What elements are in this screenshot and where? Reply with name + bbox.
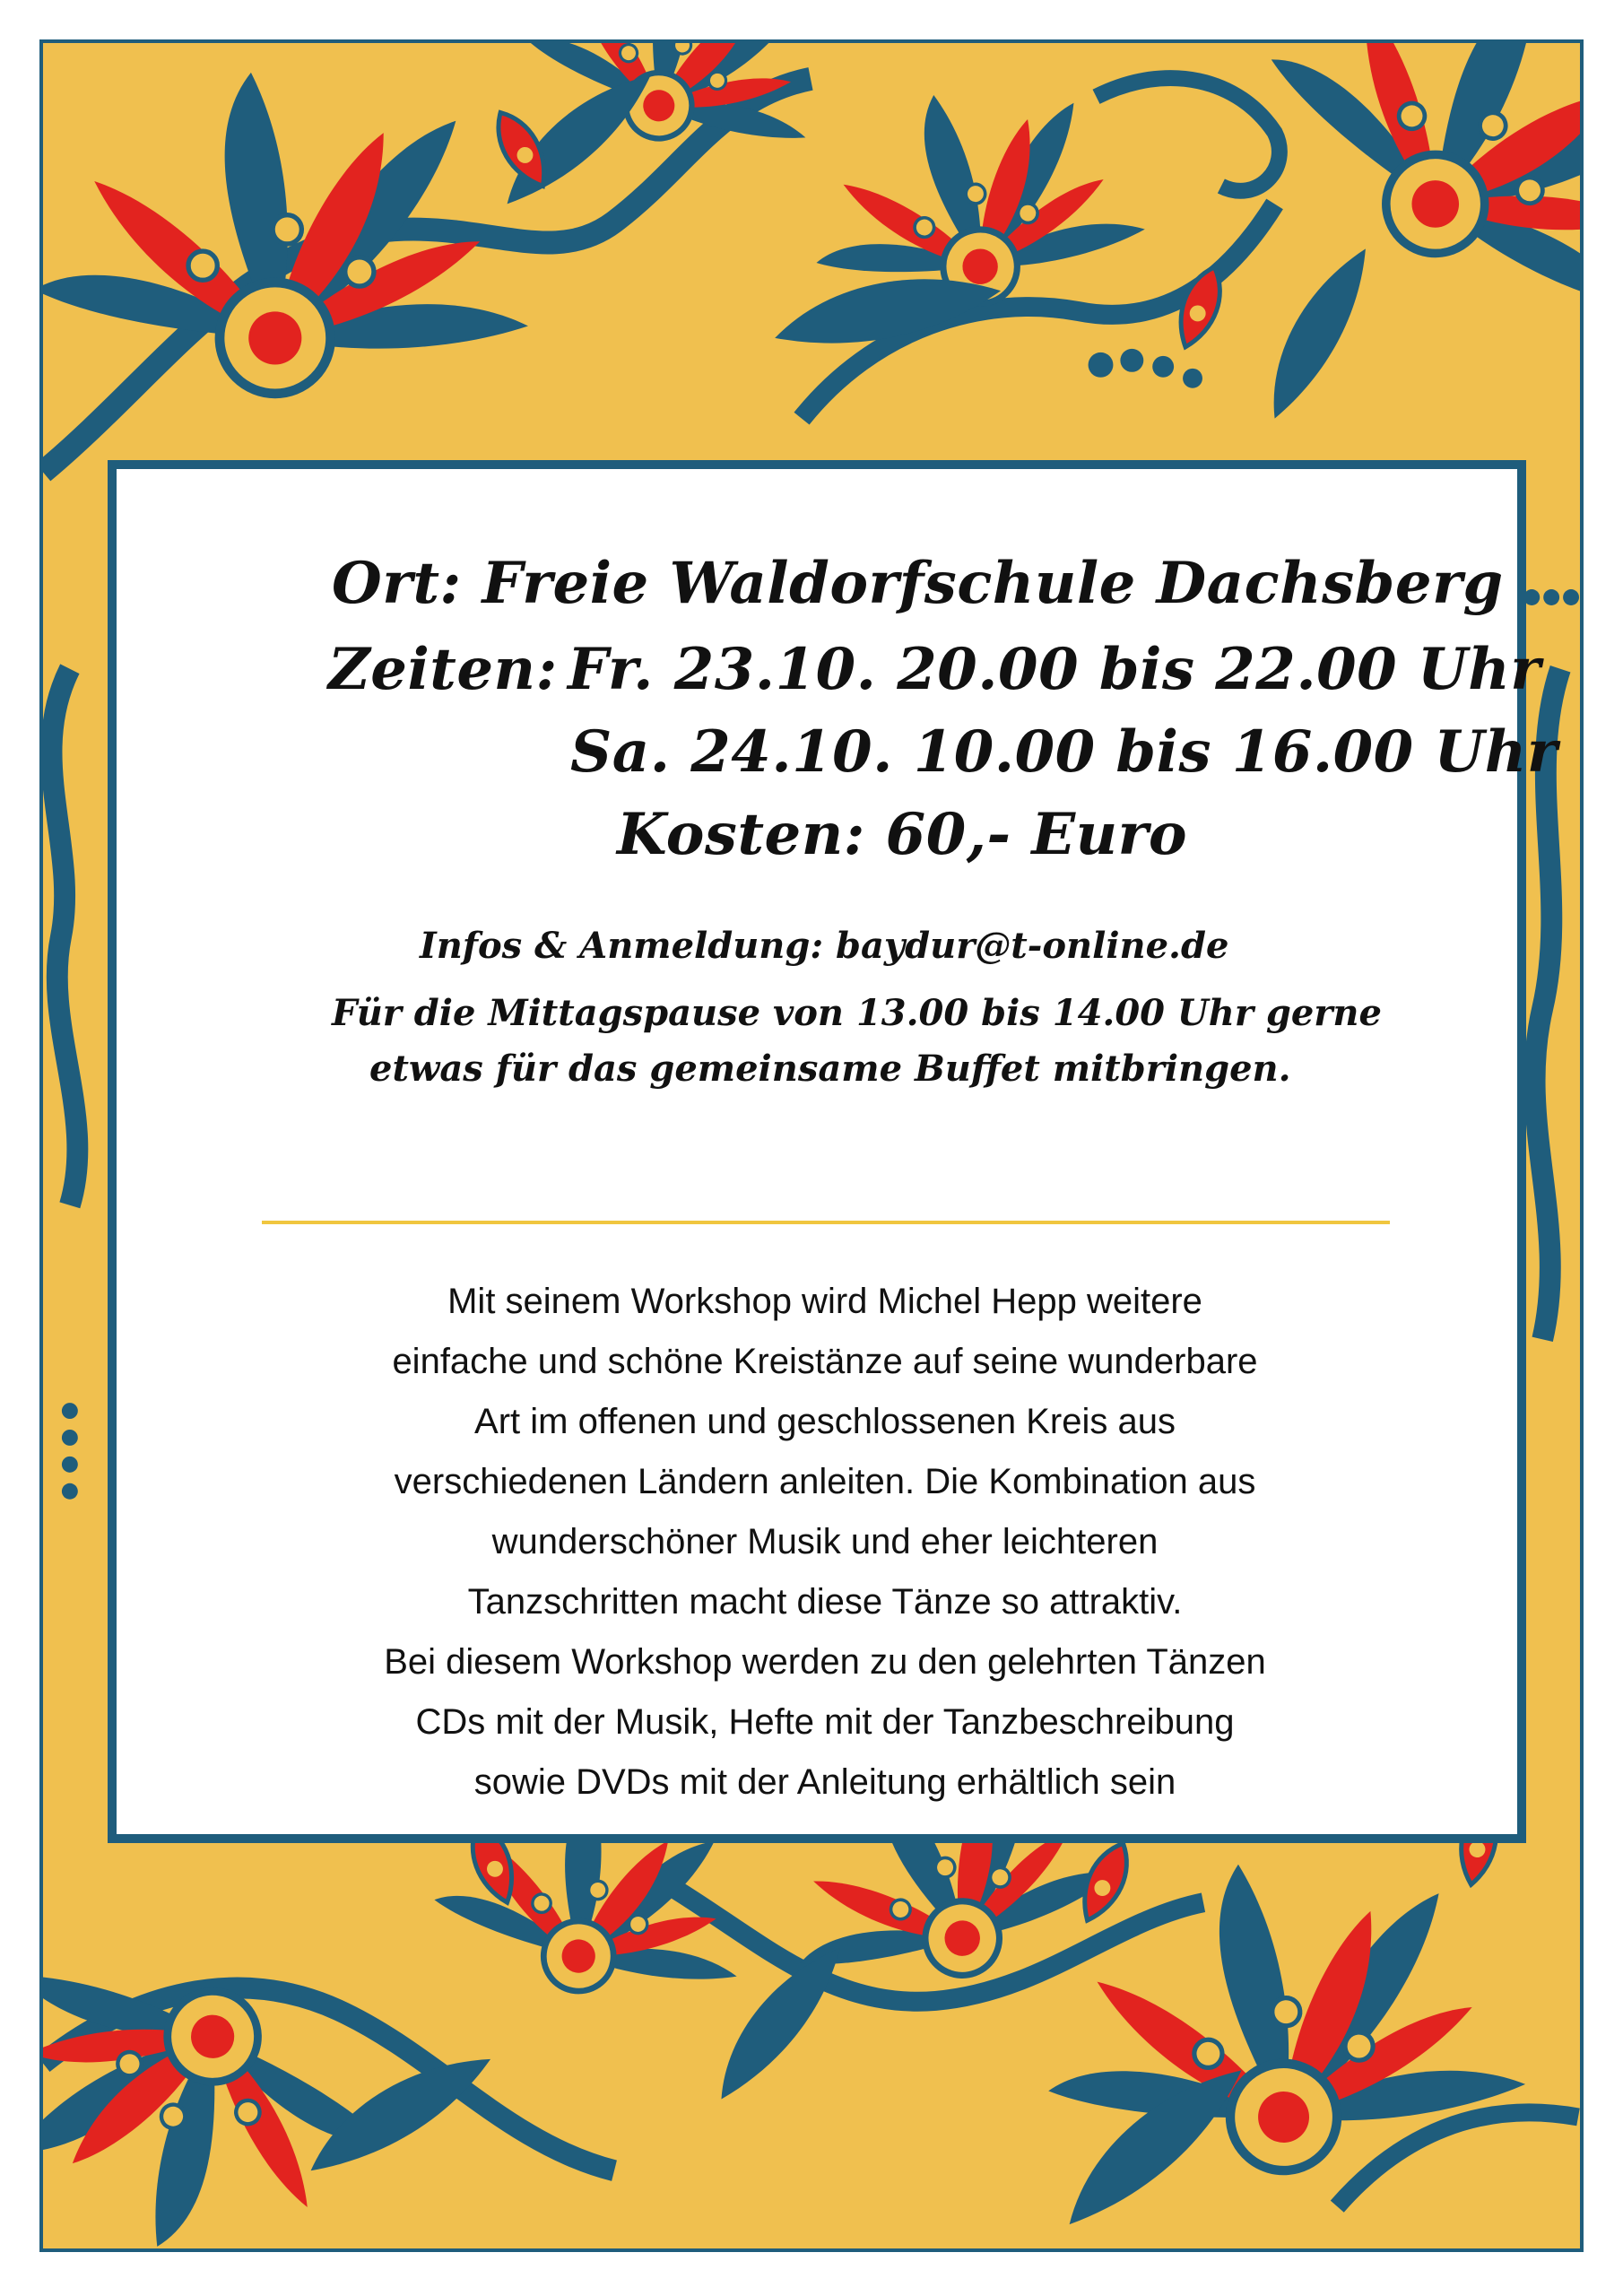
floral-frame [39,39,1584,2252]
event-time-friday: Fr. 23.10. 20.00 bis 22.00 Uhr [568,636,1541,703]
workshop-description [251,1272,1399,1813]
times-label: Zeiten: [328,636,558,703]
lunch-note-line-1: Für die Mittagspause von 13.00 bis 14.00 Uhr gerne [332,992,1382,1034]
description-line: Bei diesem Workshop werden zu den gelehrten Tänzen [384,1642,1266,1682]
info-registration: Infos & Anmeldung: baydur@t-online.de [420,925,1229,967]
divider-line [262,1221,1390,1224]
description-line: Tanzschritten macht diese Tänze so attraktiv. [467,1582,1183,1622]
description-line: CDs mit der Musik, Hefte mit der Tanzbeschreibung [415,1702,1235,1742]
description-line: wunderschöner Musik und eher leichteren [491,1522,1159,1561]
content-panel [108,460,1558,1843]
lunch-note-line-2: etwas für das gemeinsame Buffet mitbringen. [369,1048,1291,1090]
description-line: Mit seinem Workshop wird Michel Hepp weitere [447,1282,1202,1321]
description-line: Art im offenen und geschlossenen Kreis aus [474,1402,1176,1441]
description-line: sowie DVDs mit der Anleitung erhältlich sein [473,1762,1176,1802]
event-location: Ort: Freie Waldorfschule Dachsberg [332,550,1504,617]
description-line: verschiedenen Ländern anleiten. Die Kombination aus [394,1462,1256,1501]
event-cost: Kosten: 60,- Euro [617,801,1188,868]
event-time-saturday: Sa. 24.10. 10.00 bis 16.00 Uhr [570,718,1558,786]
description-line: einfache und schöne Kreistänze auf seine wunderbare [392,1342,1258,1381]
